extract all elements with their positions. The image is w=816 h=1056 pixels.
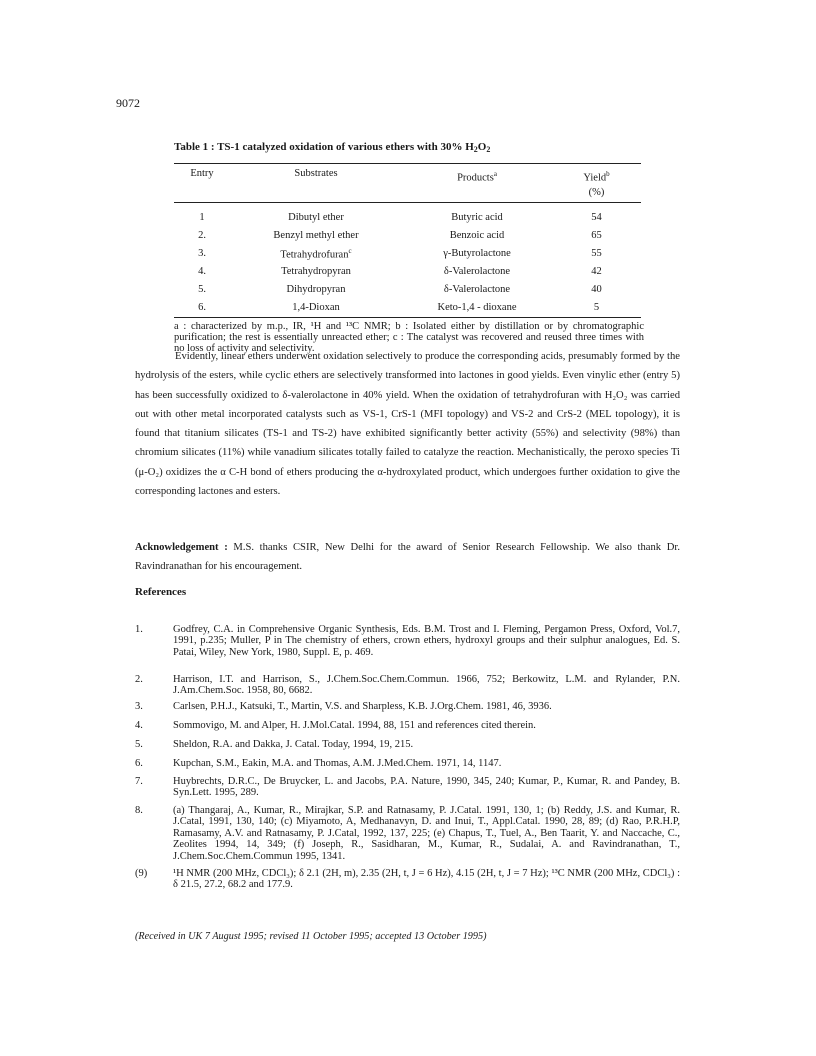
reference-text: Kupchan, S.M., Eakin, M.A. and Thomas, A.M. J.Med.Chem. 1971, 14, 1147. <box>173 758 502 769</box>
table-row <box>174 299 641 318</box>
table-footnote: a : characterized by m.p., IR, ¹H and ¹³C NMR; b : Isolated either by distillation or by chromatographic purification; the rest is essentially unreacted ether; c : The catalyst was recovered and reused three times with no loss of activity and selectivity. <box>174 321 644 354</box>
reference-item <box>135 868 680 891</box>
caption-subscript: 2 <box>473 145 478 154</box>
reference-number: 7. <box>135 776 143 787</box>
header-substrates: Substrates <box>294 168 338 179</box>
caption-subscript-2: 2 <box>486 145 491 154</box>
table-row <box>174 202 641 227</box>
reference-item <box>135 674 680 697</box>
reference-text: Sheldon, R.A. and Dakka, J. Catal. Today, 1994, 19, 215. <box>173 739 414 750</box>
reference-item <box>135 758 680 769</box>
cell-substrate: Tetrahydropyran <box>281 266 351 277</box>
body-paragraph: Evidently, linear ethers underwent oxidation selectively to produce the corresponding acids, presumably formed by the hydrolysis of the esters, while cyclic ethers are selectively transformed into lactones in good yields. Even vinylic ether (entry 5) has been successfully oxidized to δ-valerolactone in 40% yield. When the oxidation of tetrahydrofuran with H₂O₂ was carried out with other metal incorporated catalysts such as VS-1, CrS-1 (MFI topology) and VS-2 and CrS-2 (MEL topology), it is found that titanium silicates (TS-1 and TS-2) have exhibited significantly better activity (55%) and selectivity (98%) than chromium silicates (11%) while vanadium silicates totally failed to catalyze the reaction. Mechanistically, the peroxo species Ti (μ-O₂) oxidizes the α C-H bond of ethers producing the α-hydroxylated product, which undergoes further oxidation to give the corresponding lactones and esters. <box>135 351 680 498</box>
reference-text: Huybrechts, D.R.C., De Bruycker, L. and Jacobs, P.A. Nature, 1990, 345, 240; Kumar, P., Kumar, R. and Pandey, B. Syn.Lett. 1995, 289. <box>173 776 680 799</box>
page-number: 9072 <box>116 96 140 110</box>
reference-number: (9) <box>135 868 148 879</box>
cell-substrate: Benzyl methyl ether <box>273 230 359 241</box>
header-entry: Entry <box>190 168 214 179</box>
cell-product: γ-Butyrolactone <box>443 248 511 259</box>
reference-number: 6. <box>135 758 143 769</box>
table-row <box>174 281 641 299</box>
header-products: Products$^a$ <box>457 170 497 184</box>
reference-text: Godfrey, C.A. in Comprehensive Organic Synthesis, Eds. B.M. Trost and I. Fleming, Pergamon Press, Oxford, Vol.7, 1991, p.235; Muller, P in The chemistry of ethers, crown ethers, hydroxyl groups and their sulphur analogues, Ed. S. Patai, Wiley, New York, 1980, Suppl. E, p. 469. <box>173 624 680 658</box>
cell-entry: 2. <box>198 230 206 241</box>
cell-product: δ-Valerolactone <box>443 266 511 277</box>
references-heading: References <box>135 586 187 598</box>
acknowledgement-text: M.S. thanks CSIR, New Delhi for the award of Senior Research Fellowship. We also thank Dr. Ravindranathan for his encouragement. <box>135 542 680 573</box>
acknowledgement <box>135 538 680 577</box>
cell-yield: 40 <box>591 284 602 295</box>
table-row <box>174 263 641 281</box>
cell-yield: 42 <box>591 266 602 277</box>
cell-product: Keto-1,4 - dioxane <box>402 299 552 318</box>
cell-yield: 55 <box>591 248 602 259</box>
reference-number: 3. <box>135 701 143 712</box>
reference-item <box>135 739 680 750</box>
cell-product: δ-Valerolactone <box>443 284 511 295</box>
reference-item <box>135 701 680 712</box>
reference-number: 8. <box>135 805 143 816</box>
reference-text: (a) Thangaraj, A., Kumar, R., Mirajkar, S.P. and Ratnasamy, P. J.Catal. 1991, 130, 1; (b) Reddy, J.S. and Kumar, R. J.Catal, 1991, 130, 140; (c) Miyamoto, A, Medhanavyn, D. and Inui, T., Appl.Catal. 1990, 28, 89; (d) Rao, P.R.H.P, Ramasamy, A.V. and Ratnasamy, P. J.Catal, 1992, 137, 225; (e) Chapus, T., Tuel, A., Ben Taarit, Y. and Naccache, C., Zeolites 1994, 14, 349; (f) Joseph, R., Sasidharan, M., Kumar, R., Sudalai, A. and Ravindranathan, T., J.Chem.Soc.Chem.Commun 1995, 1341. <box>173 805 680 862</box>
cell-substrate: 1,4-Dioxan <box>230 299 402 318</box>
header-yield: Yield$^b$ (%) <box>583 170 610 198</box>
cell-yield: 54 <box>591 212 602 223</box>
caption-o: O <box>477 141 487 153</box>
reference-item <box>135 776 680 799</box>
reference-number: 4. <box>135 720 143 731</box>
acknowledgement-label: Acknowledgement : <box>135 542 228 553</box>
reference-item <box>135 805 680 862</box>
results-table <box>174 163 641 318</box>
cell-entry: 6. <box>174 299 230 318</box>
cell-entry: 4. <box>198 266 206 277</box>
received-dates: (Received in UK 7 August 1995; revised 11 October 1995; accepted 13 October 1995) <box>135 931 487 942</box>
cell-substrate: Dihydropyran <box>286 284 346 295</box>
reference-item <box>135 720 680 731</box>
table-caption-text: Table 1 : TS-1 catalyzed oxidation of various ethers with 30% H <box>174 141 474 153</box>
cell-yield: 5 <box>552 299 641 318</box>
cell-product: Butyric acid <box>451 212 503 223</box>
cell-entry: 5. <box>198 284 206 295</box>
reference-number: 2. <box>135 674 143 685</box>
reference-text: ¹H NMR (200 MHz, CDCl₃); δ 2.1 (2H, m), 2.35 (2H, t, J = 6 Hz), 4.15 (2H, t, J = 7 Hz); ¹³C NMR (200 MHz, CDCl₃) : δ 21.5, 27.2, 68.2 and 177.9. <box>173 868 680 891</box>
table-row <box>174 245 641 263</box>
cell-yield: 65 <box>591 230 602 241</box>
reference-number: 1. <box>135 624 143 635</box>
cell-substrate: Dibutyl ether <box>288 212 344 223</box>
table-row <box>174 227 641 245</box>
table-caption <box>174 141 490 154</box>
reference-text: Carlsen, P.H.J., Katsuki, T., Martin, V.S. and Sharpless, K.B. J.Org.Chem. 1981, 46, 3936. <box>173 701 552 712</box>
reference-text: Sommovigo, M. and Alper, H. J.Mol.Catal. 1994, 88, 151 and references cited therein. <box>173 720 536 731</box>
reference-item <box>135 624 680 658</box>
cell-entry: 3. <box>198 248 206 259</box>
cell-substrate: Tetrahydrofuran$^c$ <box>280 246 352 261</box>
reference-number: 5. <box>135 739 143 750</box>
reference-text: Harrison, I.T. and Harrison, S., J.Chem.Soc.Chem.Commun. 1966, 752; Berkowitz, L.M. and Rylander, P.N. J.Am.Chem.Soc. 1958, 80, 6682. <box>173 674 680 697</box>
cell-entry: 1 <box>199 212 205 223</box>
cell-product: Benzoic acid <box>449 230 505 241</box>
